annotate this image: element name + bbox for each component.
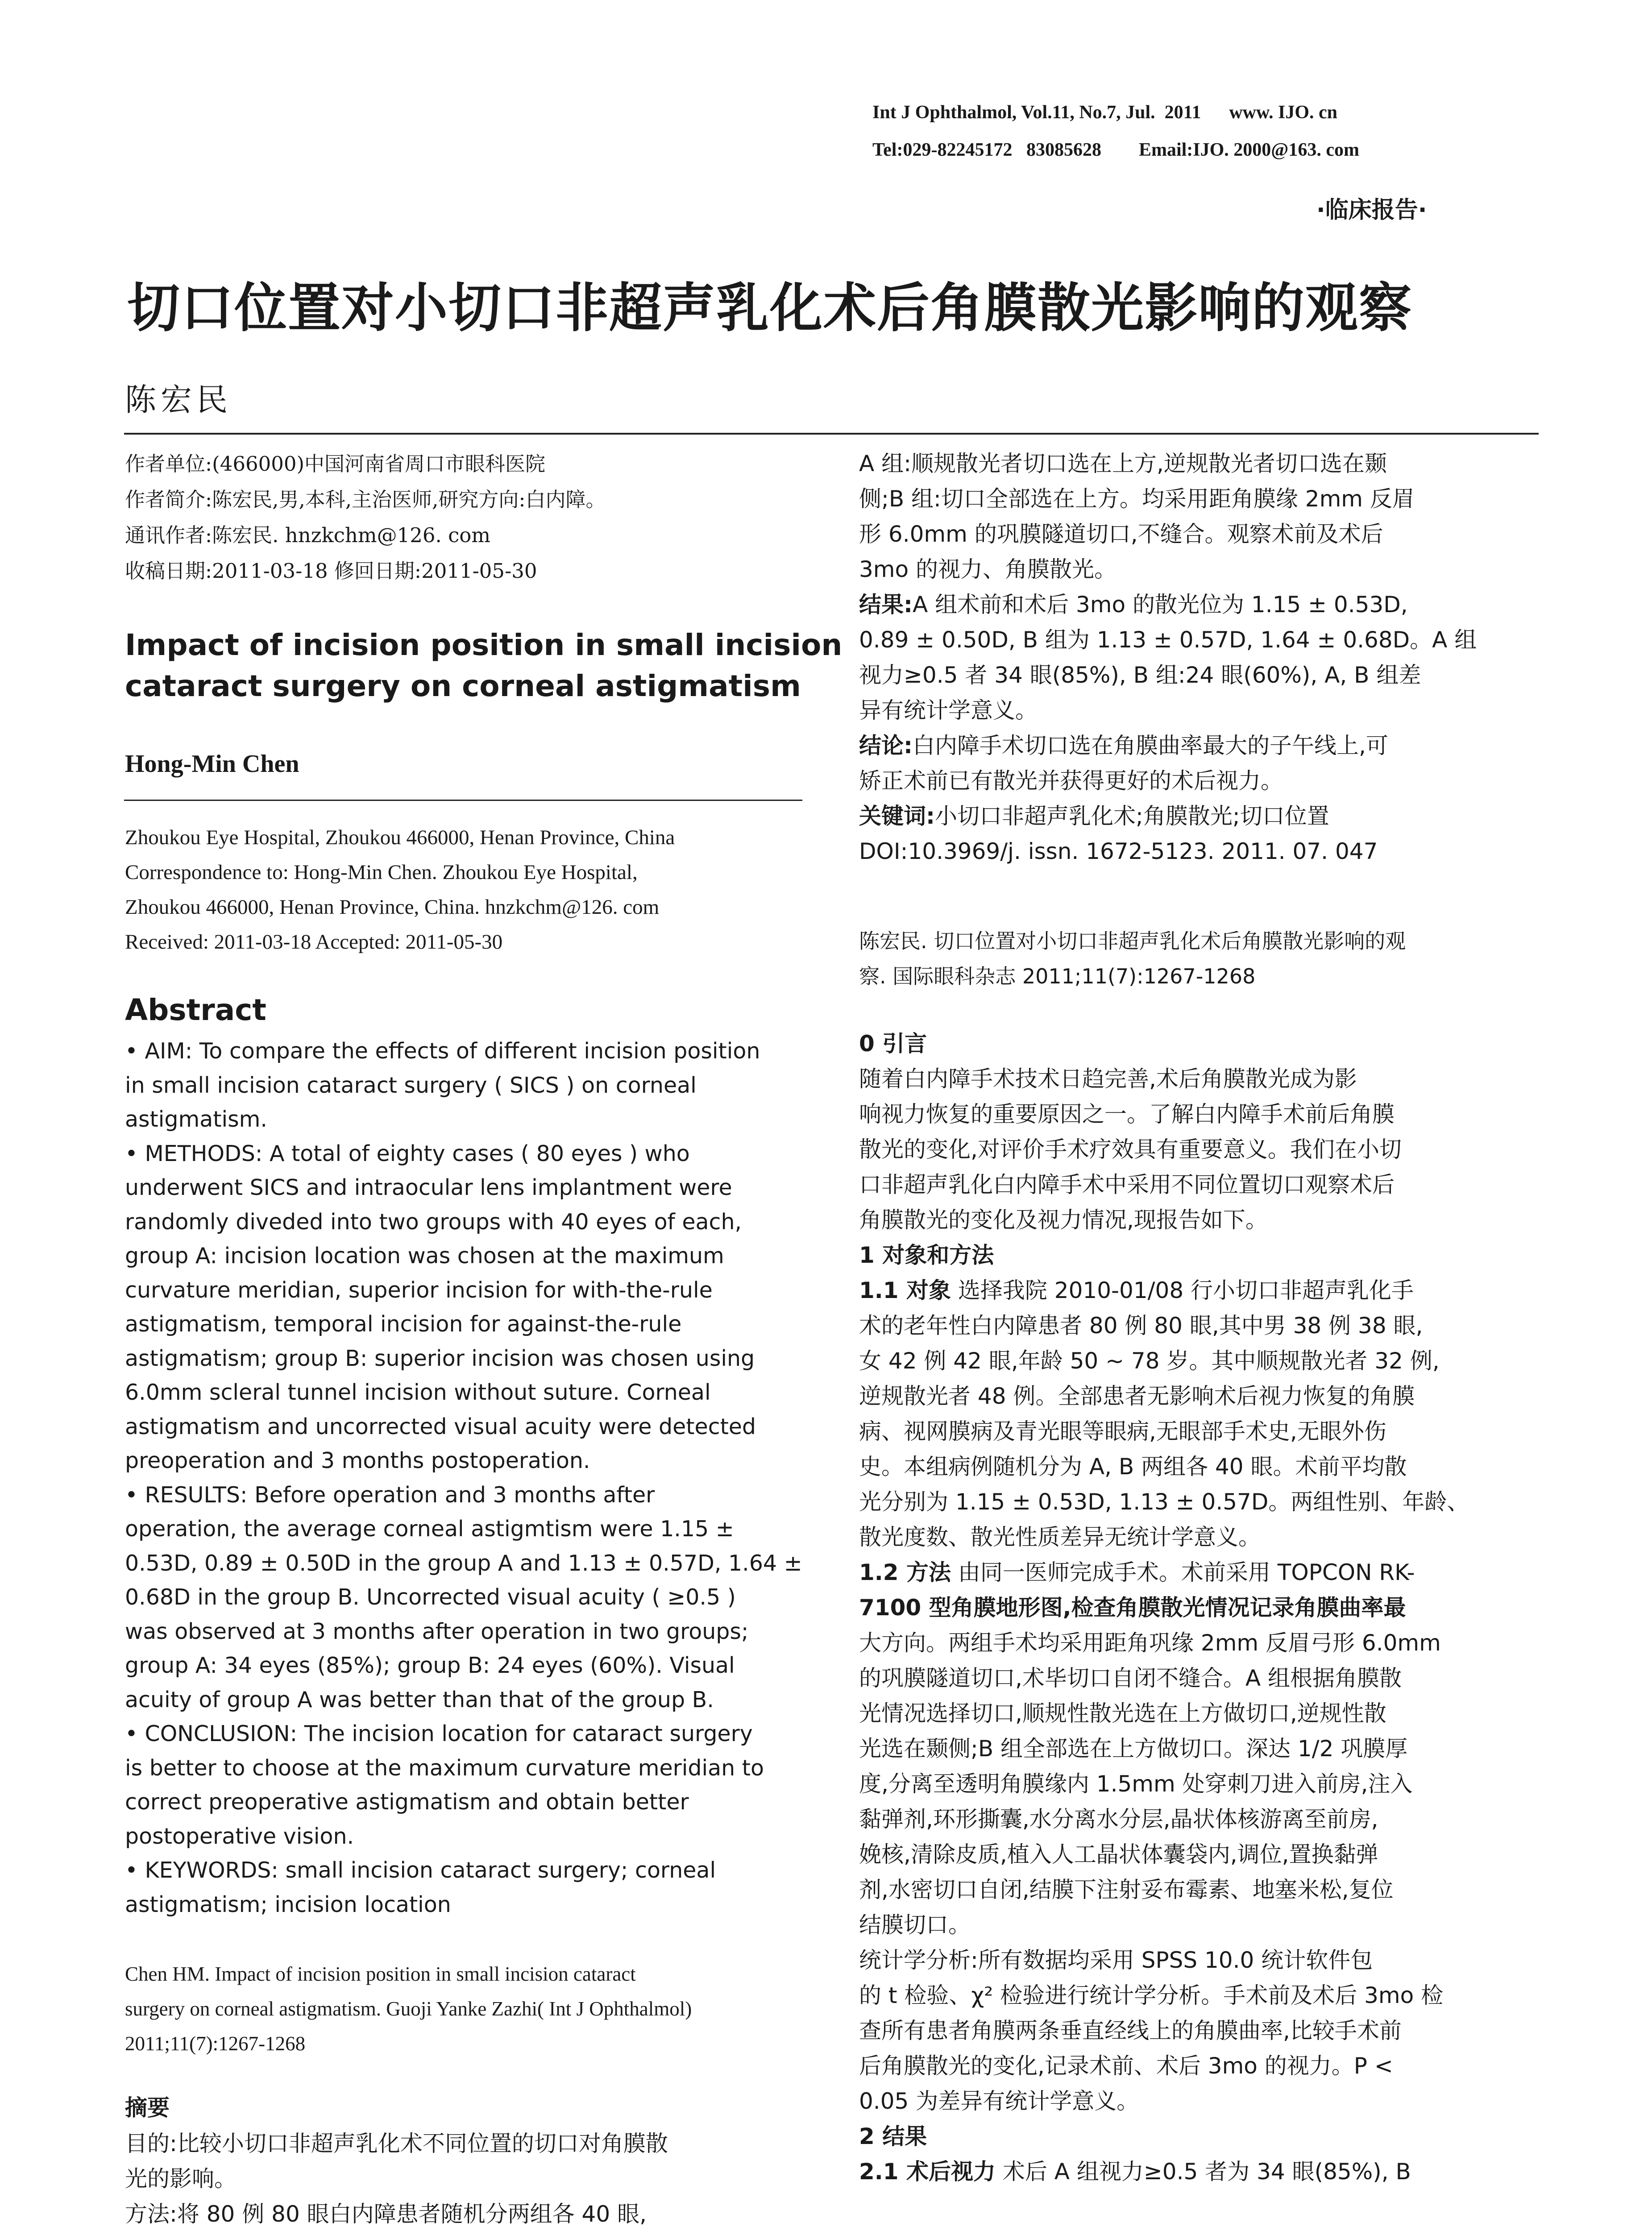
citation-line: Chen HM. Impact of incision position in small incision cataract bbox=[125, 1963, 636, 1985]
abstract-line: • AIM: To compare the effects of different incision position bbox=[125, 1038, 760, 1064]
zh-abstract-line: 侧;B 组:切口全部选在上方。均采用距角膜缘 2mm 反眉 bbox=[859, 486, 1415, 512]
body-line: 光选在颞侧;B 组全部选在上方做切口。深达 1/2 巩膜厚 bbox=[859, 1736, 1408, 1762]
abstract-line: astigmatism, temporal incision for against-the-rule bbox=[125, 1311, 682, 1337]
abstract-body bbox=[125, 1034, 802, 1922]
affil-line: Received: 2011-03-18 Accepted: 2011-05-30 bbox=[125, 930, 503, 954]
zh-abstract-line: 视力≥0.5 者 34 眼(85%), B 组:24 眼(60%), A, B 组差 bbox=[859, 662, 1421, 688]
citation-zh bbox=[859, 924, 1406, 994]
affiliation-block bbox=[125, 820, 675, 959]
zh-abstract-line: 异有统计学意义。 bbox=[859, 697, 1038, 723]
journal-header-line: Int J Ophthalmol, Vol.11, No.7, Jul. 2011 www. IJO. cn bbox=[872, 102, 1338, 123]
zh-abstract-heading: 摘要 bbox=[125, 2095, 170, 2121]
info-line: 作者简介:陈宏民,男,本科,主治医师,研究方向:白内障。 bbox=[125, 488, 606, 511]
zh-abstract-line: 0.89 ± 0.50D, B 组为 1.13 ± 0.57D, 1.64 ± 0.68D。A 组 bbox=[859, 627, 1477, 653]
body-line: 查所有患者角膜两条垂直经线上的角膜曲率,比较手术前 bbox=[859, 2018, 1402, 2044]
body-line: 大方向。两组手术均采用距角巩缘 2mm 反眉弓形 6.0mm bbox=[859, 1630, 1441, 1656]
body-line: 女 42 例 42 眼,年龄 50 ~ 78 岁。其中顺规散光者 32 例, bbox=[859, 1348, 1440, 1374]
author-info-block bbox=[125, 446, 606, 589]
author-en: Hong-Min Chen bbox=[125, 750, 299, 778]
affil-divider bbox=[124, 800, 802, 801]
abstract-line: acuity of group A was better than that of the group B. bbox=[125, 1687, 714, 1713]
body-line: 响视力恢复的重要原因之一。了解白内障手术前后角膜 bbox=[859, 1101, 1395, 1127]
info-line: 通讯作者:陈宏民. hnzkchm@126. com bbox=[125, 523, 491, 547]
body-line: 统计学分析:所有数据均采用 SPSS 10.0 统计软件包 bbox=[859, 1947, 1373, 1973]
abstract-line: group A: incision location was chosen at the maximum bbox=[125, 1243, 724, 1269]
citation-line: 2011;11(7):1267-1268 bbox=[125, 2032, 306, 2055]
body-line: 后角膜散光的变化,记录术前、术后 3mo 的视力。P < bbox=[859, 2053, 1393, 2079]
body-text bbox=[859, 1026, 1469, 2190]
body-line: 散光度数、散光性质差异无统计学意义。 bbox=[859, 1524, 1261, 1550]
abstract-line: • CONCLUSION: The incision location for cataract surgery bbox=[125, 1721, 753, 1746]
abstract-line: underwent SICS and intraocular lens implantment were bbox=[125, 1175, 732, 1200]
abstract-line: 0.53D, 0.89 ± 0.50D in the group A and 1.13 ± 0.57D, 1.64 ± bbox=[125, 1550, 802, 1576]
abstract-line: astigmatism. bbox=[125, 1107, 267, 1132]
affil-line: Correspondence to: Hong-Min Chen. Zhoukou Eye Hospital, bbox=[125, 861, 638, 884]
abstract-line: was observed at 3 months after operation in two groups; bbox=[125, 1618, 749, 1644]
citation-zh-line: 察. 国际眼科杂志 2011;11(7):1267-1268 bbox=[859, 964, 1256, 988]
citation-en bbox=[125, 1957, 692, 2061]
abstract-line: is better to choose at the maximum curvature meridian to bbox=[125, 1755, 764, 1781]
body-line: 口非超声乳化白内障手术中采用不同位置切口观察术后 bbox=[859, 1172, 1395, 1198]
body-line: 黏弹剂,环形撕囊,水分离水分层,晶状体核游离至前房, bbox=[859, 1806, 1378, 1832]
title-divider bbox=[124, 433, 1539, 435]
body-line: 病、视网膜病及青光眼等眼病,无眼部手术史,无眼外伤 bbox=[859, 1418, 1386, 1444]
zh-abstract-right bbox=[859, 446, 1477, 869]
body-line: 光分别为 1.15 ± 0.53D, 1.13 ± 0.57D。两组性别、年龄、 bbox=[859, 1489, 1469, 1515]
abstract-line: 6.0mm scleral tunnel incision without suture. Corneal bbox=[125, 1380, 711, 1405]
body-line: 的巩膜隧道切口,术毕切口自闭不缝合。A 组根据角膜散 bbox=[859, 1665, 1402, 1691]
abstract-line: correct preoperative astigmatism and obtain better bbox=[125, 1789, 689, 1815]
body-line: 史。本组病例随机分为 A, B 两组各 40 眼。术前平均散 bbox=[859, 1454, 1407, 1480]
body-line: 0 引言 bbox=[859, 1031, 927, 1057]
affil-line: Zhoukou Eye Hospital, Zhoukou 466000, Henan Province, China bbox=[125, 826, 675, 849]
zh-abstract-line: 关键词:小切口非超声乳化术;角膜散光;切口位置 bbox=[859, 803, 1329, 829]
title-en-line: cataract surgery on corneal astigmatism bbox=[125, 669, 801, 703]
body-line: 0.05 为差异有统计学意义。 bbox=[859, 2088, 1139, 2114]
abstract-line: astigmatism and uncorrected visual acuity were detected bbox=[125, 1414, 756, 1439]
zh-abstract-line: 形 6.0mm 的巩膜隧道切口,不缝合。观察术前及术后 bbox=[859, 521, 1383, 547]
body-line: 散光的变化,对评价手术疗效具有重要意义。我们在小切 bbox=[859, 1136, 1402, 1162]
zh-abstract-line: 3mo 的视力、角膜散光。 bbox=[859, 556, 1117, 582]
zh-abstract-line: 矫正术前已有散光并获得更好的术后视力。 bbox=[859, 768, 1283, 794]
abstract-line: operation, the average corneal astigmtism were 1.15 ± bbox=[125, 1516, 734, 1542]
body-line: 的 t 检验、χ² 检验进行统计学分析。手术前及术后 3mo 检 bbox=[859, 1982, 1444, 2008]
article-title-zh: 切口位置对小切口非超声乳化术后角膜散光影响的观察 bbox=[127, 277, 1413, 339]
body-line: 光情况选择切口,顺规性散光选在上方做切口,逆规性散 bbox=[859, 1700, 1386, 1726]
citation-zh-line: 陈宏民. 切口位置对小切口非超声乳化术后角膜散光影响的观 bbox=[859, 929, 1406, 953]
abstract-line: postoperative vision. bbox=[125, 1823, 354, 1849]
abstract-line: group A: 34 eyes (85%); group B: 24 eyes (60%). Visual bbox=[125, 1653, 735, 1678]
abstract-line: preoperation and 3 months postoperation. bbox=[125, 1448, 590, 1473]
body-line: 剂,水密切口自闭,结膜下注射妥布霉素、地塞米松,复位 bbox=[859, 1877, 1394, 1903]
zh-abstract-left bbox=[125, 2126, 668, 2231]
abstract-line: • RESULTS: Before operation and 3 months after bbox=[125, 1482, 655, 1508]
zh-abstract-line: A 组:顺规散光者切口选在上方,逆规散光者切口选在颞 bbox=[859, 451, 1387, 477]
body-line: 2.1 术后视力 术后 A 组视力≥0.5 者为 34 眼(85%), B bbox=[859, 2159, 1411, 2185]
abstract-line: in small incision cataract surgery ( SICS ) on corneal bbox=[125, 1072, 697, 1098]
section-tag: ·临床报告· bbox=[1316, 197, 1427, 224]
abstract-line: astigmatism; incision location bbox=[125, 1891, 451, 1917]
info-line: 收稿日期:2011-03-18 修回日期:2011-05-30 bbox=[125, 559, 537, 583]
abstract-line: • KEYWORDS: small incision cataract surgery; corneal bbox=[125, 1858, 716, 1883]
zh-abstract-line: 光的影响。 bbox=[125, 2166, 237, 2192]
body-line: 逆规散光者 48 例。全部患者无影响术后视力恢复的角膜 bbox=[859, 1383, 1415, 1409]
body-line: 角膜散光的变化及视力情况,现报告如下。 bbox=[859, 1207, 1268, 1233]
body-line: 1.1 对象 选择我院 2010-01/08 行小切口非超声乳化手 bbox=[859, 1277, 1414, 1303]
body-line: 度,分离至透明角膜缘内 1.5mm 处穿刺刀进入前房,注入 bbox=[859, 1771, 1413, 1797]
abstract-line: randomly diveded into two groups with 40 eyes of each, bbox=[125, 1209, 742, 1235]
zh-abstract-line: 方法:将 80 例 80 眼白内障患者随机分两组各 40 眼, bbox=[125, 2201, 647, 2227]
zh-abstract-line: DOI:10.3969/j. issn. 1672-5123. 2011. 07. 047 bbox=[859, 838, 1378, 864]
journal-contact-line: Tel:029-82245172 83085628 Email:IJO. 2000@163. com bbox=[872, 140, 1359, 160]
affil-line: Zhoukou 466000, Henan Province, China. hnzkchm@126. com bbox=[125, 896, 660, 919]
body-line: 术的老年性白内障患者 80 例 80 眼,其中男 38 例 38 眼, bbox=[859, 1313, 1423, 1339]
body-line: 7100 型角膜地形图,检查角膜散光情况记录角膜曲率最 bbox=[859, 1595, 1406, 1621]
abstract-line: 0.68D in the group B. Uncorrected visual acuity ( ≥0.5 ) bbox=[125, 1584, 736, 1610]
abstract-line: astigmatism; group B: superior incision was chosen using bbox=[125, 1345, 755, 1371]
zh-abstract-line: 目的:比较小切口非超声乳化术不同位置的切口对角膜散 bbox=[125, 2131, 668, 2156]
body-line: 1 对象和方法 bbox=[859, 1242, 994, 1268]
body-line: 随着白内障手术技术日趋完善,术后角膜散光成为影 bbox=[859, 1066, 1357, 1092]
title-en-line: Impact of incision position in small incision bbox=[125, 628, 843, 662]
info-line: 作者单位:(466000)中国河南省周口市眼科医院 bbox=[125, 452, 546, 476]
body-line: 结膜切口。 bbox=[859, 1912, 971, 1938]
article-title-en bbox=[125, 625, 842, 707]
author-zh: 陈宏民 bbox=[125, 382, 232, 418]
abstract-heading: Abstract bbox=[125, 993, 266, 1027]
zh-abstract-line: 结果:A 组术前和术后 3mo 的散光位为 1.15 ± 0.53D, bbox=[859, 592, 1408, 618]
abstract-line: curvature meridian, superior incision for with-the-rule bbox=[125, 1277, 713, 1303]
body-line: 1.2 方法 由同一医师完成手术。术前采用 TOPCON RK- bbox=[859, 1559, 1415, 1585]
zh-abstract-line: 结论:白内障手术切口选在角膜曲率最大的子午线上,可 bbox=[859, 733, 1388, 759]
body-line: 2 结果 bbox=[859, 2123, 927, 2149]
body-line: 娩核,清除皮质,植入人工晶状体囊袋内,调位,置换黏弹 bbox=[859, 1841, 1378, 1867]
abstract-line: • METHODS: A total of eighty cases ( 80 eyes ) who bbox=[125, 1140, 690, 1166]
citation-line: surgery on corneal astigmatism. Guoji Yanke Zazhi( Int J Ophthalmol) bbox=[125, 1998, 692, 2020]
